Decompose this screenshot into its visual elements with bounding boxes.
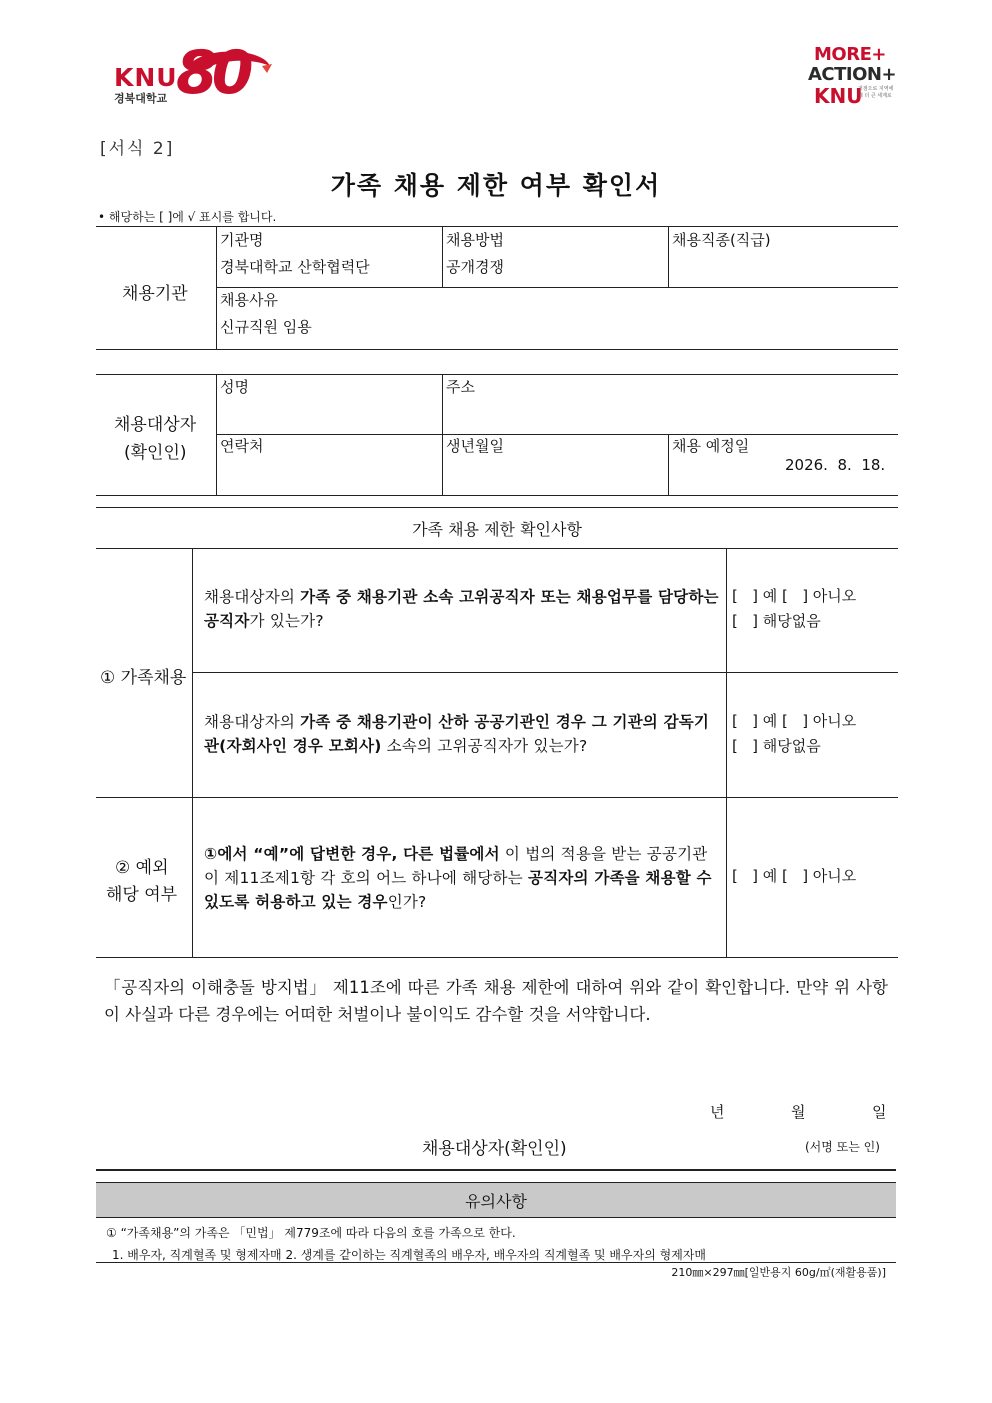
notes-top-border (96, 1169, 896, 1171)
target-row-sublabel: (확인인) (124, 443, 187, 463)
check-label-divider (192, 548, 193, 958)
paper-size-note: 210㎜×297㎜[일반용지 60g/㎡(재활용품)] (671, 1266, 886, 1279)
question-3 (204, 842, 720, 914)
target-col-divider-1 (442, 375, 443, 495)
org-middle-border (216, 287, 898, 288)
address-label: 주소 (446, 378, 475, 396)
date-year-label: 년 (710, 1103, 725, 1121)
hiring-method-label: 채용방법 (446, 231, 504, 249)
logo-action-text: ACTION+ (808, 64, 897, 85)
question-1 (204, 585, 720, 633)
org-label-divider (216, 227, 217, 349)
question-3-text: 이 법의 적용을 받는 공공기관이 제11조제1항 각 호의 어느 하나에 해당하는 (204, 845, 708, 887)
target-middle-border (216, 434, 898, 435)
logo-knu-right-text: KNU (814, 84, 863, 108)
hiring-reason-value: 신규직원 임용 (220, 318, 312, 336)
pledge-statement: 「공직자의 이해충돌 방지법」 제11조에 따른 가족 채용 제한에 대하여 위와 같이 확인합니다. 만약 위 사항이 사실과 다른 경우에는 어떠한 처벌이나 불이익도 감수할 것을 서약합니다. (104, 978, 888, 1024)
logo-knu-text: KNU (114, 63, 178, 92)
check-top-border (96, 507, 898, 508)
check-answer-divider (726, 548, 727, 958)
planned-date-label: 채용 예정일 (672, 437, 750, 455)
check-q1-q2-border (192, 672, 898, 673)
page-title: 가족 채용 제한 여부 확인서 (330, 171, 662, 200)
hiring-reason-label: 채용사유 (220, 291, 278, 309)
question-2-prefix: 채용대상자의 (204, 713, 301, 731)
question-2-suffix: 소속의 고위공직자가 있는가? (381, 737, 588, 755)
org-col-divider-2 (668, 227, 669, 287)
question-1-suffix: 가 있는가? (249, 612, 324, 630)
date-month-label: 월 (791, 1103, 806, 1121)
signature-note[interactable]: (서명 또는 인) (805, 1140, 880, 1154)
notes-line-2: 1. 배우자, 직계혈족 및 형제자매 2. 생계를 같이하는 직계혈족의 배우자, 배우자의 직계혈족 및 배우자의 형제자매 (112, 1248, 706, 1262)
check-section-header: 가족 채용 제한 확인사항 (412, 520, 582, 539)
question-1-options-yes-no[interactable]: [ ] 예 [ ] 아니오 (732, 587, 857, 605)
logo-80-text: 80 (176, 38, 248, 108)
check-item-border (96, 797, 898, 798)
org-row-label: 채용기관 (122, 284, 188, 304)
birth-date-label: 생년월일 (446, 437, 504, 455)
question-2 (204, 710, 720, 758)
check-bottom-border (96, 957, 898, 958)
job-type-label: 채용직종(직급) (672, 231, 771, 249)
logo-tagline: 거점으로 지역에게 더 큰 세계로 (858, 86, 894, 99)
logo-university-name: 경북대학교 (114, 92, 168, 105)
name-label: 성명 (220, 378, 249, 396)
org-name-value: 경북대학교 산학협력단 (220, 258, 370, 276)
date-day-label: 일 (872, 1103, 887, 1121)
question-2-emphasis: 가족 중 채용기관이 산하 공공기관인 경우 그 기관의 감독기관(자회사인 경우 모회사) (204, 713, 710, 755)
question-1-option-not-applicable[interactable]: [ ] 해당없음 (732, 612, 821, 630)
question-2-options-yes-no[interactable]: [ ] 예 [ ] 아니오 (732, 712, 857, 730)
planned-date-value: 2026. 8. 18. (785, 456, 886, 474)
family-hiring-label: ① 가족채용 (100, 668, 187, 688)
notes-header: 유의사항 (465, 1192, 527, 1211)
exception-sublabel: 해당 여부 (106, 885, 178, 905)
org-col-divider-1 (442, 227, 443, 287)
target-label-divider (216, 375, 217, 495)
target-col-divider-2 (668, 434, 669, 495)
question-1-emphasis: 가족 중 채용기관 소속 고위공직자 또는 채용업무를 담당하는 공직자 (204, 588, 719, 630)
notes-bottom-border (96, 1262, 896, 1263)
target-bottom-border (96, 495, 898, 496)
form-number: [서식 2] (100, 139, 175, 159)
question-3-options-yes-no[interactable]: [ ] 예 [ ] 아니오 (732, 867, 857, 885)
signer-label: 채용대상자(확인인) (422, 1139, 567, 1159)
question-2-option-not-applicable[interactable]: [ ] 해당없음 (732, 737, 821, 755)
question-3-emphasis-1: ①에서 “예”에 답변한 경우, 다른 법률에서 (204, 845, 500, 863)
notes-line-1: ① “가족채용”의 가족은 「민법」 제779조에 따라 다음의 호를 가족으로 한다. (106, 1226, 516, 1240)
contact-label: 연락처 (220, 437, 264, 455)
org-bottom-border (96, 349, 898, 350)
exception-label: ② 예외 (115, 858, 169, 878)
logo-more-text: MORE+ (814, 44, 886, 65)
target-row-label: 채용대상자 (114, 415, 197, 435)
instruction-note: • 해당하는 [ ]에 √ 표시를 합니다. (98, 210, 277, 224)
hiring-method-value: 공개경쟁 (446, 258, 504, 276)
check-header-border (96, 548, 898, 549)
question-1-prefix: 채용대상자의 (204, 588, 301, 606)
org-name-label: 기관명 (220, 231, 264, 249)
question-3-suffix: 인가? (387, 893, 427, 911)
question-3-emphasis-2: 공직자의 가족을 채용할 수 있도록 허용하고 있는 경우 (204, 869, 712, 911)
